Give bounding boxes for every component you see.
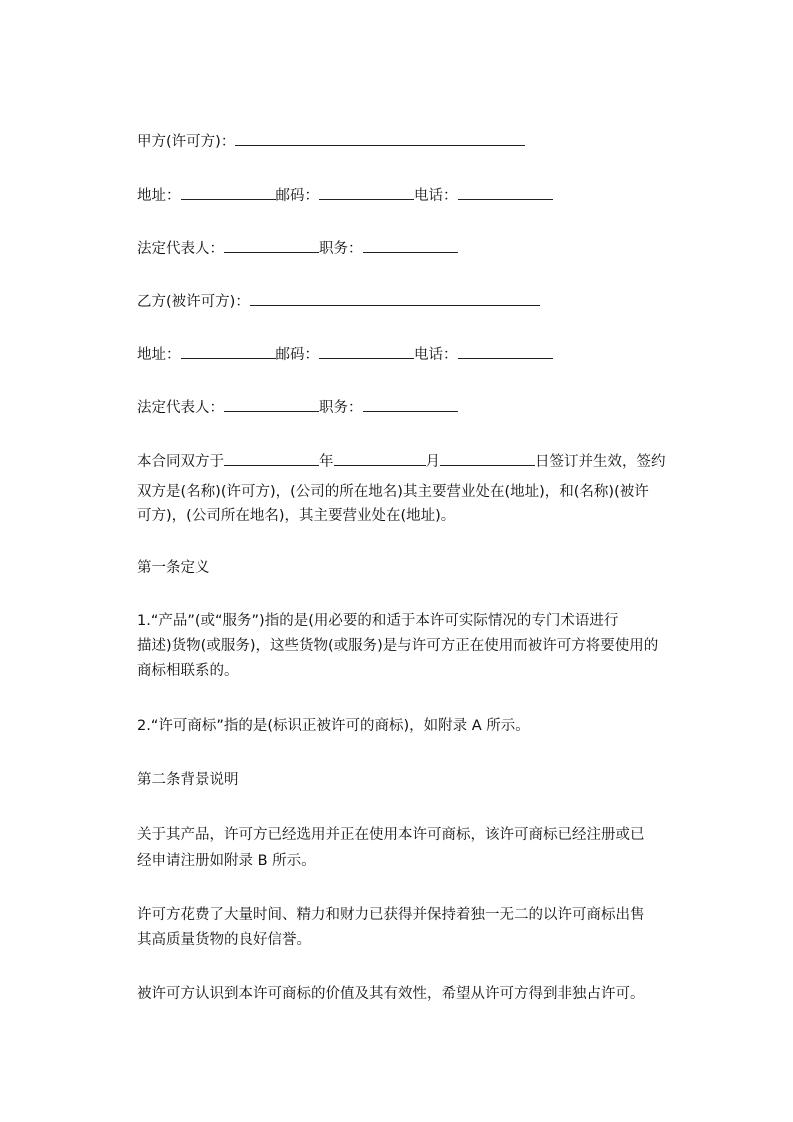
party-b-phone-blank[interactable] — [458, 344, 553, 359]
article-1-item-1-line-3: 商标相联系的。 — [137, 663, 239, 679]
party-a-rep-label: 法定代表人： — [137, 241, 224, 257]
party-a-label: 甲方(许可方)： — [137, 134, 236, 150]
article-1-item-1-line-1: 1.“产品”(或“服务”)指的是(用必要的和适于本许可实际情况的专门术语进行 — [137, 613, 619, 629]
party-b-phone-label: 电话： — [414, 347, 458, 363]
effective-line-3: 可方)，(公司所在地名)，其主要营业处在(地址)。 — [137, 508, 456, 524]
party-a-address-blank[interactable] — [181, 185, 276, 200]
party-b-address-label: 地址： — [137, 347, 181, 363]
party-b-title-blank[interactable] — [363, 397, 458, 412]
party-b-postcode-label: 邮码： — [275, 347, 319, 363]
article-2-para-3: 被许可方认识到本许可商标的价值及其有效性，希望从许可方得到非独占许可。 — [137, 986, 645, 1002]
party-b-rep-line — [137, 397, 458, 418]
effective-text-3: 月 — [425, 454, 440, 470]
effective-line-2: 双方是(名称)(许可方)，(公司的所在地名)其主要营业处在(地址)，和(名称)(被许 — [137, 484, 649, 500]
article-2-para-2-line-1: 许可方花费了大量时间、精力和财力已获得并保持着独一无二的以许可商标出售 — [137, 907, 645, 923]
party-a-postcode-label: 邮码： — [275, 188, 319, 204]
effective-year-blank[interactable] — [224, 451, 319, 466]
party-a-address-label: 地址： — [137, 188, 181, 204]
article-2-title: 第二条背景说明 — [137, 772, 239, 788]
party-a-title-label: 职务： — [319, 241, 363, 257]
effective-text-4: 日签订并生效，签约 — [535, 454, 666, 470]
article-2-para-1-line-2: 经申请注册如附录 B 所示。 — [137, 853, 316, 869]
party-a-postcode-blank[interactable] — [319, 185, 414, 200]
party-a-phone-blank[interactable] — [458, 185, 553, 200]
party-b-rep-label: 法定代表人： — [137, 400, 224, 416]
party-a-name-blank[interactable] — [235, 131, 525, 146]
party-b-contact-line — [137, 344, 553, 365]
party-a-phone-label: 电话： — [414, 188, 458, 204]
party-b-line — [137, 291, 540, 312]
effective-line-1 — [137, 451, 666, 472]
party-b-postcode-blank[interactable] — [319, 344, 414, 359]
effective-text-1: 本合同双方于 — [137, 454, 224, 470]
party-a-rep-blank[interactable] — [224, 238, 319, 253]
article-1-item-1-line-2: 描述)货物(或服务)，这些货物(或服务)是与许可方正在使用而被许可方将要使用的 — [137, 638, 659, 654]
effective-month-blank[interactable] — [334, 451, 426, 466]
party-b-label: 乙方(被许可方)： — [137, 294, 250, 310]
article-1-item-2: 2.“许可商标”指的是(标识正被许可的商标)，如附录 A 所示。 — [137, 718, 530, 734]
article-2-para-1-line-1: 关于其产品，许可方已经选用并正在使用本许可商标，该许可商标已经注册或已 — [137, 827, 645, 843]
party-b-address-blank[interactable] — [181, 344, 276, 359]
party-b-name-blank[interactable] — [250, 291, 540, 306]
party-b-rep-blank[interactable] — [224, 397, 319, 412]
party-a-title-blank[interactable] — [363, 238, 458, 253]
effective-day-blank[interactable] — [440, 451, 535, 466]
party-a-line — [137, 131, 525, 152]
party-a-rep-line — [137, 238, 458, 259]
party-a-contact-line — [137, 185, 553, 206]
effective-text-2: 年 — [319, 454, 334, 470]
article-1-title: 第一条定义 — [137, 560, 210, 576]
party-b-title-label: 职务： — [319, 400, 363, 416]
article-2-para-2-line-2: 其高质量货物的良好信誉。 — [137, 932, 311, 948]
